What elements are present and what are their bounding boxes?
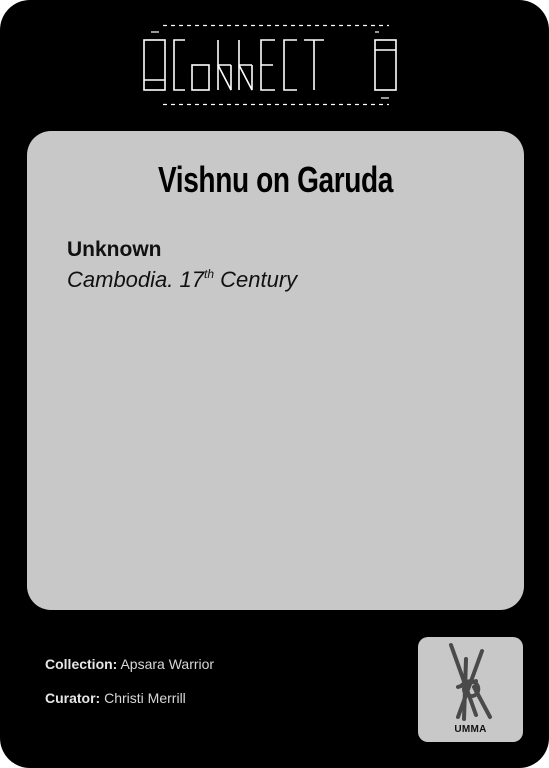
artwork-info-panel [27, 131, 524, 610]
century-suffix: th [203, 267, 214, 281]
curator-value: Christi Merrill [104, 690, 186, 706]
collection-line [45, 656, 214, 672]
connect-logo [143, 24, 409, 106]
logo-text [143, 24, 409, 106]
collection-value: Apsara Warrior [120, 656, 215, 672]
umma-badge [418, 637, 523, 742]
artwork-place: Cambodia. 17 [67, 267, 204, 292]
curator-line [45, 690, 186, 706]
collection-label: Collection: [45, 656, 118, 672]
curator-label: Curator: [45, 690, 101, 706]
umma-label: UMMA [454, 724, 487, 735]
artwork-artist: Unknown [67, 238, 162, 261]
artwork-title: Vishnu on Garuda [157, 159, 394, 200]
artwork-origin [67, 267, 297, 293]
century-word: Century [214, 267, 298, 292]
